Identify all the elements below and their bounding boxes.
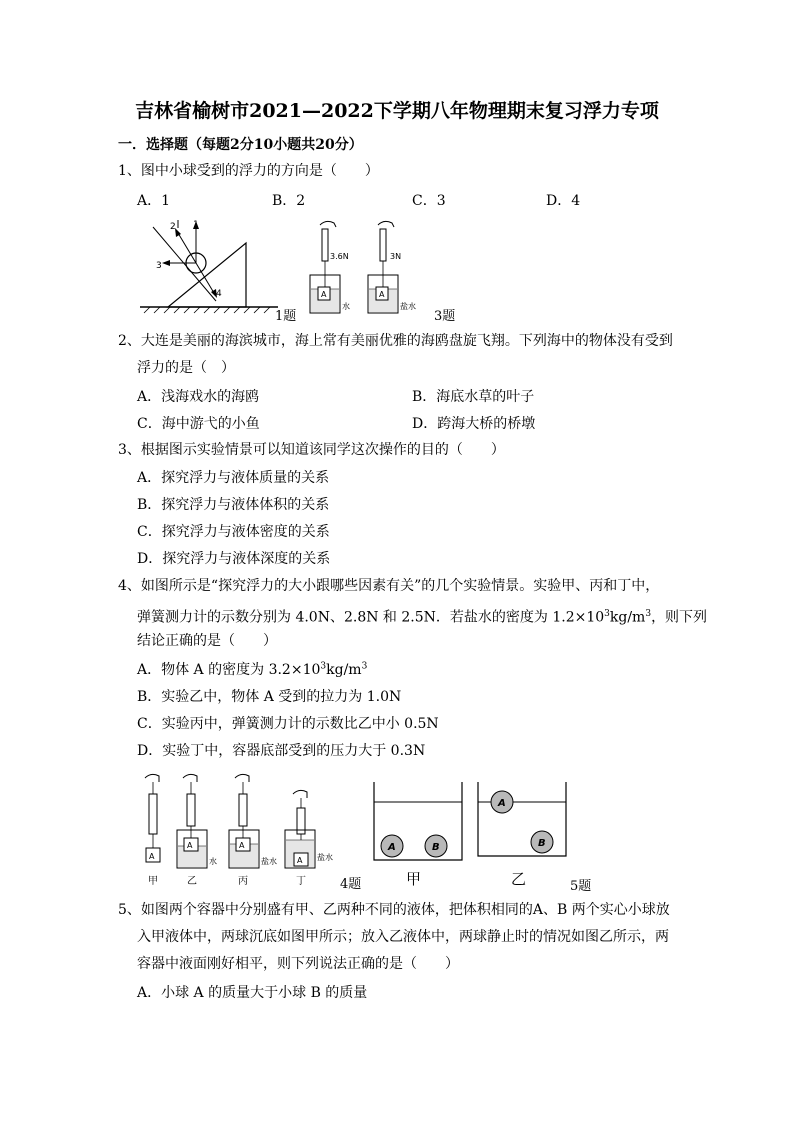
question-4-stem-line1: 4、如图所示是“探究浮力的大小跟哪些因素有关”的几个实验情景。实验甲、丙和丁中， bbox=[118, 578, 660, 594]
figure-4-caption: 4题 bbox=[340, 877, 362, 892]
figure-1-caption: 1题 bbox=[275, 309, 297, 324]
q2-option-c: C．海中游弋的小鱼 bbox=[137, 416, 260, 432]
q4-option-d: D．实验丁中，容器底部受到的压力大于 0.3N bbox=[137, 743, 426, 759]
question-5-stem-line2: 入甲液体中，两球沉底如图甲所示；放入乙液体中，两球静止时的情况如图乙所示，两 bbox=[137, 929, 669, 945]
q1-option-d: D．4 bbox=[546, 193, 581, 209]
q1-option-c: C．3 bbox=[412, 193, 446, 209]
fig5-label-jia: 甲 bbox=[406, 870, 422, 888]
figure-5-containers bbox=[370, 780, 570, 872]
q5-option-a: A．小球 A 的质量大于小球 B 的质量 bbox=[137, 985, 368, 1001]
figure-1-incline bbox=[138, 215, 288, 317]
section-heading: 一．选择题（每题2分10小题共20分） bbox=[118, 137, 363, 153]
q3-option-c: C．探究浮力与液体密度的关系 bbox=[137, 524, 330, 540]
fig4-block-1: A bbox=[149, 852, 155, 861]
arrow-label-1: 1 bbox=[193, 220, 199, 230]
fig4-block-3: A bbox=[239, 841, 245, 850]
question-2-stem-line1: 2、大连是美丽的海滨城市，海上常有美丽优雅的海鸥盘旋飞翔。下列海中的物体没有受到 bbox=[118, 333, 673, 349]
question-2-stem-line2: 浮力的是（ ） bbox=[137, 360, 235, 376]
figure-5-caption: 5题 bbox=[570, 879, 592, 894]
reading-left: 3.6N bbox=[330, 252, 349, 261]
q3-option-d: D．探究浮力与液体深度的关系 bbox=[137, 551, 331, 567]
fig4-caption-jia: 甲 bbox=[148, 876, 158, 887]
q4-option-a: A．物体 A 的密度为 $3.2\times 10^3kg/m^3$ bbox=[137, 661, 368, 678]
block-a-left: A bbox=[321, 290, 327, 299]
fig5-label-yi: 乙 bbox=[511, 870, 527, 888]
fig4-caption-ding: 丁 bbox=[296, 876, 306, 887]
question-3-stem: 3、根据图示实验情景可以知道该同学这次操作的目的（ ） bbox=[118, 442, 505, 458]
question-1-stem: 1、图中小球受到的浮力的方向是（ ） bbox=[118, 163, 379, 179]
page-title: 吉林省榆树市2021—2022下学期八年物理期末复习浮力专项 bbox=[135, 100, 659, 122]
q3-option-b: B．探究浮力与液体体积的关系 bbox=[137, 497, 330, 513]
q2-option-b: B．海底水草的叶子 bbox=[412, 389, 535, 405]
block-a-right: A bbox=[379, 290, 385, 299]
arrow-label-3: 3 bbox=[156, 261, 162, 271]
arrow-label-4: 4 bbox=[216, 289, 222, 299]
q4-option-b: B．实验乙中，物体 A 受到的拉力为 1.0N bbox=[137, 689, 402, 705]
question-4-stem-line3: 结论正确的是（ ） bbox=[137, 633, 277, 649]
q2-option-a: A．浅海戏水的海鸥 bbox=[137, 389, 260, 405]
fig4-liquid-saltwater-1: 盐水 bbox=[261, 857, 277, 866]
fig4-caption-bing: 丙 bbox=[238, 876, 248, 887]
fig4-block-2: A bbox=[187, 841, 193, 850]
q4-option-c: C．实验丙中，弹簧测力计的示数比乙中小 0.5N bbox=[137, 716, 439, 732]
question-5-stem-line1: 5、如图两个容器中分别盛有甲、乙两种不同的液体，把体积相同的A、B 两个实心小球放 bbox=[118, 902, 670, 918]
fig5-ball-b-jia: B bbox=[432, 842, 440, 853]
fig4-liquid-water: 水 bbox=[209, 857, 217, 866]
figure-4-experiments bbox=[135, 772, 345, 887]
fig5-ball-b-yi: B bbox=[538, 838, 546, 849]
fig4-liquid-saltwater-2: 盐水 bbox=[317, 853, 333, 862]
fig5-ball-a-jia: A bbox=[388, 842, 396, 853]
figure-3-beakers bbox=[300, 217, 440, 317]
q1-option-b: B．2 bbox=[272, 193, 306, 209]
question-5-stem-line3: 容器中液面刚好相平，则下列说法正确的是（ ） bbox=[137, 956, 459, 972]
q3-option-a: A．探究浮力与液体质量的关系 bbox=[137, 470, 330, 486]
q1-option-a: A．1 bbox=[137, 193, 171, 209]
question-4-stem-line2: 弹簧测力计的示数分别为 4.0N、2.8N 和 2.5N．若盐水的密度为 $1.2\times 10^3kg/m^3$，则下列 bbox=[137, 609, 708, 626]
fig4-block-4: A bbox=[297, 856, 303, 865]
fig4-caption-yi: 乙 bbox=[187, 876, 197, 887]
arrow-label-2: 2 bbox=[170, 222, 176, 232]
fig5-ball-a-yi: A bbox=[498, 798, 506, 809]
liquid-water: 水 bbox=[342, 302, 350, 311]
q2-option-d: D．跨海大桥的桥墩 bbox=[412, 416, 536, 432]
figure-3-caption: 3题 bbox=[434, 309, 456, 324]
liquid-saltwater: 盐水 bbox=[400, 302, 416, 311]
reading-right: 3N bbox=[390, 252, 402, 261]
